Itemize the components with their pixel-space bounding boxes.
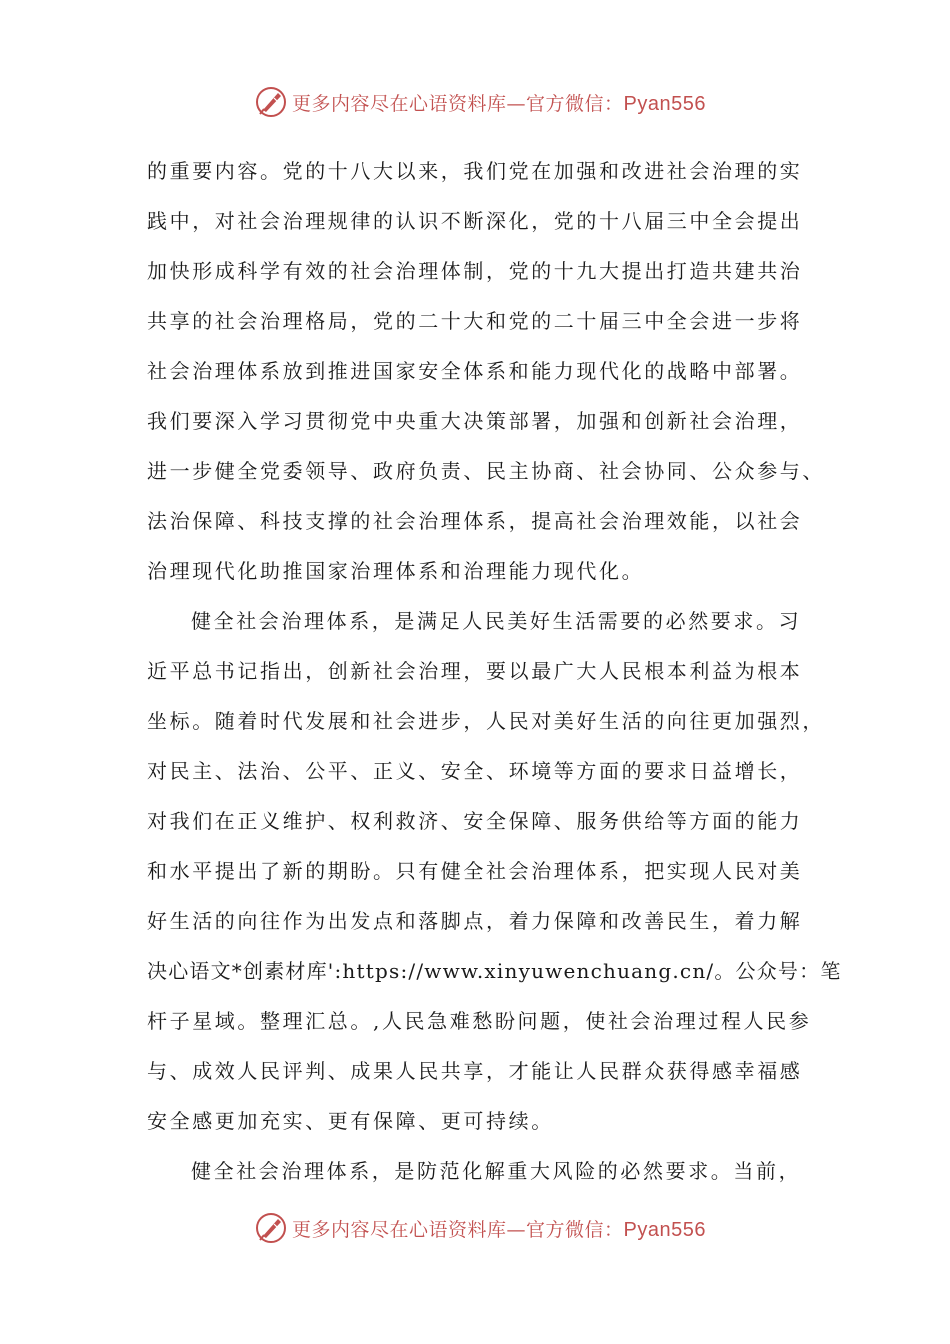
body-line: 加快形成科学有效的社会治理体制，党的十九大提出打造共建共治 xyxy=(147,259,803,283)
body-line: 的重要内容。党的十八大以来，我们党在加强和改进社会治理的实 xyxy=(147,159,803,183)
body-line: 对民主、法治、公平、正义、安全、环境等方面的要求日益增长， xyxy=(147,759,803,783)
body-line-with-url: 决心语文*创素材库':https://www.xinyuwenchuang.cn/。公众号：笔 xyxy=(147,959,842,983)
body-line: 和水平提出了新的期盼。只有健全社会治理体系，把实现人民对美 xyxy=(147,859,803,883)
body-line: 我们要深入学习贯彻党中央重大决策部署，加强和创新社会治理， xyxy=(147,409,803,433)
footer-banner-wechat-id: Pyan556 xyxy=(623,1218,706,1241)
quill-pen-logo-icon xyxy=(254,1211,288,1245)
quill-pen-logo-icon xyxy=(254,85,288,119)
body-line: 安全感更加充实、更有保障、更可持续。 xyxy=(147,1109,554,1133)
body-line: 与、成效人民评判、成果人民共享，才能让人民群众获得感幸福感 xyxy=(147,1059,803,1083)
header-banner-wechat-id: Pyan556 xyxy=(623,92,706,115)
header-banner xyxy=(0,82,950,122)
body-line: 杆子星域。整理汇总。,人民急难愁盼问题，使社会治理过程人民参 xyxy=(147,1009,812,1033)
body-line: 好生活的向往作为出发点和落脚点，着力保障和改善民生，着力解 xyxy=(147,909,803,933)
footer-banner-text xyxy=(292,1215,706,1242)
paragraph-start-line: 健全社会治理体系，是满足人民美好生活需要的必然要求。习 xyxy=(191,609,802,633)
header-banner-text xyxy=(292,89,706,116)
paragraph-start-line: 健全社会治理体系，是防范化解重大风险的必然要求。当前， xyxy=(191,1159,802,1183)
body-line: 社会治理体系放到推进国家安全体系和能力现代化的战略中部署。 xyxy=(147,359,803,383)
footer-banner-cn: 更多内容尽在心语资料库—官方微信： xyxy=(292,1218,624,1241)
body-line: 进一步健全党委领导、政府负责、民主协商、社会协同、公众参与、 xyxy=(147,459,825,483)
footer-banner xyxy=(0,1208,950,1248)
body-line: 对我们在正义维护、权利救济、安全保障、服务供给等方面的能力 xyxy=(147,809,803,833)
body-line: 法治保障、科技支撑的社会治理体系，提高社会治理效能，以社会 xyxy=(147,509,803,533)
body-line: 近平总书记指出，创新社会治理，要以最广大人民根本利益为根本 xyxy=(147,659,803,683)
body-line: 治理现代化助推国家治理体系和治理能力现代化。 xyxy=(147,559,645,583)
body-line: 践中，对社会治理规律的认识不断深化，党的十八届三中全会提出 xyxy=(147,209,803,233)
body-line: 共享的社会治理格局，党的二十大和党的二十届三中全会进一步将 xyxy=(147,309,803,333)
body-line: 坐标。随着时代发展和社会进步，人民对美好生活的向往更加强烈， xyxy=(147,709,825,733)
document-body xyxy=(147,146,842,1196)
header-banner-cn: 更多内容尽在心语资料库—官方微信： xyxy=(292,92,624,115)
